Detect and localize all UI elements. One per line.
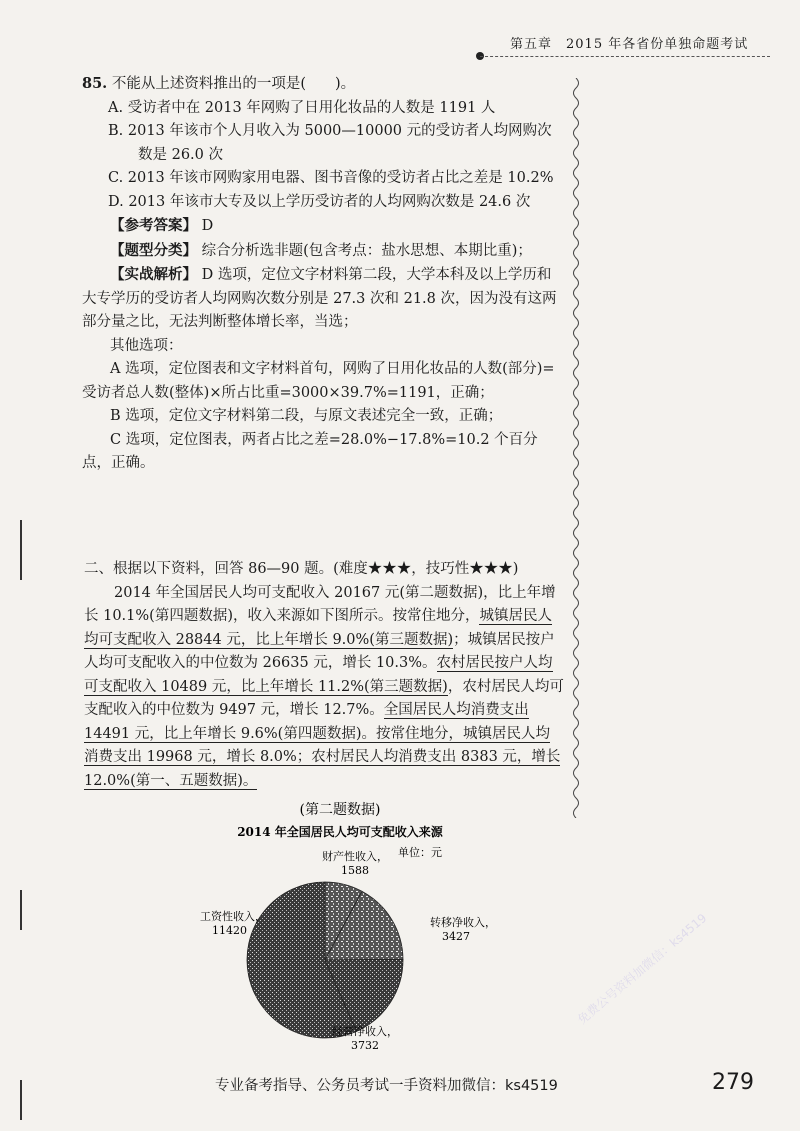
margin-mark (20, 520, 22, 580)
watermark: 免费公号资料加微信：ks4519 (574, 910, 710, 1027)
section-heading: 二、根据以下资料，回答 86—90 题。(难度★★★，技巧性★★★) (84, 561, 519, 577)
question-number: 85. (82, 75, 108, 92)
analysis-label: 【实战解析】 (110, 266, 197, 283)
slice-value: 11420 (212, 924, 247, 937)
answer-value: D (201, 218, 214, 234)
wavy-divider (570, 78, 582, 818)
others-title: 其他选项： (110, 337, 183, 354)
margin-mark (20, 890, 22, 930)
footer-text: 专业备考指导、公务员考试一手资料加微信：ks4519 (215, 1078, 558, 1094)
chart-unit: 单位：元 (398, 846, 442, 859)
margin-mark (20, 1080, 22, 1120)
passage (84, 582, 564, 794)
section-2 (84, 558, 564, 793)
type-label: 【题型分类】 (110, 241, 197, 259)
slice-label: 经营净收入， (332, 1025, 398, 1038)
slice-value: 3732 (351, 1039, 379, 1052)
other-option-a: A 选项，定位图表和文字材料首句，网购了日用化妆品的人数(部分)=受访者总人数(整体)×所占比重=3000×39.7%=1191，正确； (82, 361, 555, 401)
passage-part: 。按常住地分，城镇居民人均消费支出 19968 元，增长 8.0%；农村居民人均消费支出 8383 元，增长 12.0%(第一、五题数据)。 (84, 725, 561, 789)
question-85 (82, 72, 560, 476)
option-d: D. 2013 年该市大专及以上学历受访者的人均网购次数是 24.6 次 (108, 193, 531, 210)
other-option-b: B 选项，定位文字材料第二段，与原文表述完全一致，正确； (110, 408, 503, 424)
question-stem: 不能从上述资料推出的一项是( )。 (111, 76, 356, 92)
other-option-c: C 选项，定位图表，两者占比之差=28.0%−17.8%=10.2 个百分点，正确。 (82, 431, 538, 471)
passage-part: ；城镇居民按户人均可支配收入的中位数为 26635 元，增长 10.3%。 (84, 631, 555, 671)
option-b: B. 2013 年该市个人月收入为 5000—10000 元的受访者人均网购次数是 26.0 次 (108, 123, 552, 163)
passage-part: ，农村居民人均可支配收入的中位数为 9497 元，增长 12.7%。 (84, 678, 564, 718)
passage-part: 城镇居民人均可支配收入 28844 元，比上年增长 9.0%(第三题数据) (84, 608, 552, 648)
answer-label: 【参考答案】 (110, 217, 197, 234)
header-rule (480, 56, 770, 57)
pie-chart (180, 800, 500, 1070)
option-a: A. 受访者中在 2013 年网购了日用化妆品的人数是 1191 人 (108, 99, 496, 116)
passage-part: 2014 年全国居民人均可支配收入 20167 元(第二题数据)，比上年增长 10.1%(第四题数据)，收入来源如下图所示。按常住地分， (84, 584, 556, 624)
chart-caption: (第二题数据) (299, 802, 381, 818)
slice-label: 财产性收入， (322, 850, 388, 863)
slice-value: 3427 (442, 930, 470, 943)
slice-label: 工资性收入， (200, 910, 266, 923)
option-c: C. 2013 年该市网购家用电器、图书音像的受访者占比之差是 10.2% (108, 170, 554, 186)
slice-value: 1588 (341, 864, 369, 877)
page-number: 279 (712, 1070, 754, 1095)
slice-label: 转移净收入， (430, 916, 496, 929)
passage-part: 全国居民人均消费支出 14491 元，比上年增长 9.6%(第四题数据) (84, 702, 529, 742)
running-header: 第五章 2015 年各省份单独命题考试 (510, 37, 749, 52)
analysis-text: D 选项，定位文字材料第二段，大学本科及以上学历和大专学历的受访者人均网购次数分别是 27.3 次和 21.8 次，因为没有这两部分量之比，无法判断整体增长率，当选； (82, 267, 557, 330)
chart-title: 2014 年全国居民人均可支配收入来源 (237, 825, 443, 839)
type-text: 综合分析选非题(包含考点：盐水思想、本期比重)； (201, 242, 532, 259)
passage-part: 农村居民按户人均可支配收入 10489 元，比上年增长 11.2%(第三题数据) (84, 655, 553, 695)
